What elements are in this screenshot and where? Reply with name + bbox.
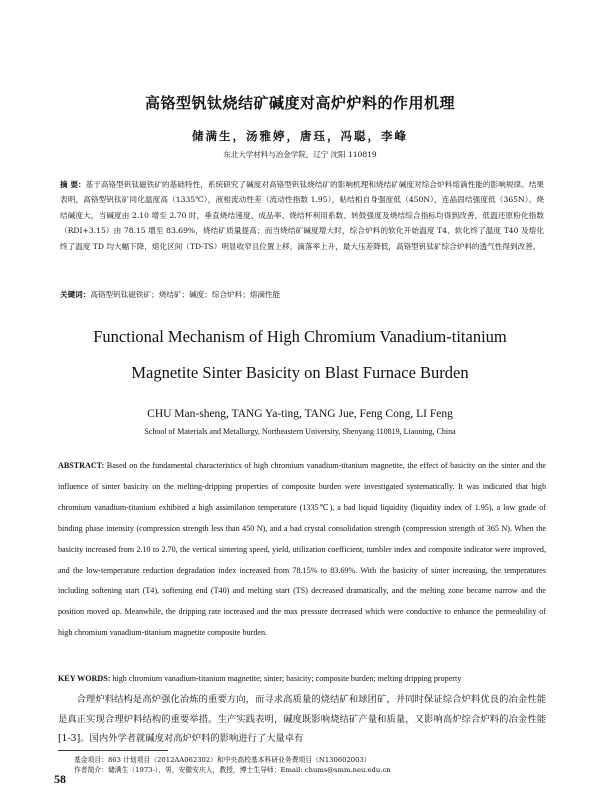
chinese-keywords-label: 关键词： bbox=[60, 290, 91, 299]
body-paragraph: 合理炉料结构是高炉强化冶炼的重要方向，而寻求高质量的烧结矿和球团矿，并同时保证综合炉料优良的冶金性能是真正实现合理炉料结构的重要举措。生产实践表明，碱度既影响烧结矿产量和质量，又影响高炉综合炉料的冶金性能[1-3]。国内外学者就碱度对高炉炉料的影响进行了大量卓有 bbox=[58, 694, 546, 744]
chinese-keywords-text: 高铬型钒钛磁铁矿；烧结矿；碱度；综合炉料；熔滴性能 bbox=[90, 290, 281, 299]
chinese-affiliation: 东北大学材料与冶金学院，辽宁 沈阳 110819 bbox=[223, 150, 377, 159]
footnote-divider bbox=[58, 750, 168, 751]
english-abstract-label: ABSTRACT: bbox=[58, 461, 105, 470]
chinese-abstract-label: 摘 要： bbox=[60, 180, 86, 189]
english-keywords bbox=[58, 673, 546, 685]
english-keywords-text: high chromium vanadium-titanium magnetite; sinter; basicity; composite burden; melting dripping property bbox=[112, 674, 462, 683]
footnote-author-info: 作者简介：储满生（1973-），男，安徽安庆人，教授，博士生导师；Email: chums@smm.neu.edu.cn bbox=[74, 766, 391, 774]
chinese-abstract-text: 基于高铬型钒钛磁铁矿的基础特性，系统研究了碱度对高铬型钒钛烧结矿的影响机理和烧结矿碱度对综合炉料熔滴性能的影响规律。结果表明，高铬型钒钛矿同化温度高（1335℃），液相流动性差（流动性指数 1.95），粘结相自身强度低（450N），连晶固结强度低（365N）。烧结碱度大，当碱度由 2.10 增至 2.70 时，垂直烧结速度、成品率、烧结杯利用系数、转鼓强度及烧结综合指标均得到改善，低温还原粉化指数（RDI+3.15）由 78.15 增至 83.69%，烧结矿质量提高；而当烧结矿碱度增大时，综合炉料的软化开始温度 T4、软化终了温度 T40 及熔化终了温度 TD 均大幅下降，熔化区间（TD-TS）明显收窄且位置上移，滴落率上升，最大压差降低，高铬型钒钛矿综合炉料的透气性得到改善。 bbox=[60, 180, 544, 251]
page-number: 58 bbox=[54, 772, 66, 786]
english-keywords-label: KEY WORDS: bbox=[58, 674, 111, 683]
english-title-line2: Magnetite Sinter Basicity on Blast Furnace Burden bbox=[131, 363, 469, 382]
english-title-line1: Functional Mechanism of High Chromium Vanadium-titanium bbox=[93, 327, 507, 346]
footnote-funding: 基金项目：863 计划项目（2012AA062302）和中央高校基本科研业务费项目（N130602003） bbox=[74, 756, 371, 764]
chinese-authors: 储满生，汤雅婷，唐珏，冯聪，李峰 bbox=[192, 129, 408, 143]
chinese-keywords bbox=[60, 288, 544, 302]
english-abstract-text: Based on the fundamental characteristics of high chromium vanadium-titanium magnetite, the effect of basicity on the sinter and the influence of sinter basicity on the melting-dripping properties of composite burden were investigated systematically. It was indicated that high chromium vanadium-titanium exhibited a high assimilation temperature (1335℃), a bad liquid liquidity (liquidity index of 1.95), a low grade of binding phase intensity (compression strength less than 450 N), and a bad crystal consolidation strength (compression strength of 365 N). When the basicity increased from 2.10 to 2.70, the vertical sintering speed, yield, utilization coefficient, tumbler index and composite indicator were improved, and the low-temperature reduction degradation index increased from 78.15% to 83.69%. With the basicity of sinter increasing, the temperatures including softening start (T4), softening end (T40) and melting start (TS) decreased dramatically, and the melting zone became narrow and the position moved up. Meanwhile, the dripping rate increased and the max pressure decreased which were conductive to enhance the permeability of high chromium vanadium-titanium magnetite composite burden. bbox=[58, 461, 546, 638]
english-affiliation: School of Materials and Metallurgy, Northeastern University, Shenyang 110819, Liaoning, China bbox=[144, 427, 456, 436]
english-authors: CHU Man-sheng, TANG Ya-ting, TANG Jue, Feng Cong, LI Feng bbox=[147, 408, 453, 420]
chinese-title: 高铬型钒钛烧结矿碱度对高炉炉料的作用机理 bbox=[144, 94, 455, 112]
chinese-abstract bbox=[60, 177, 544, 254]
english-abstract bbox=[58, 456, 546, 644]
